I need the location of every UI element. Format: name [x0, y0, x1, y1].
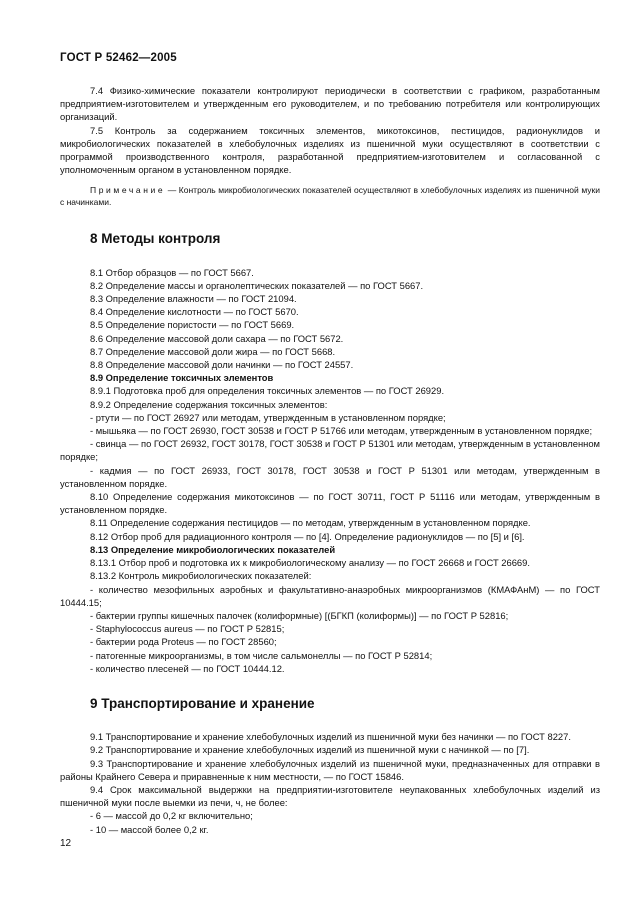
section-8-title: 8 Методы контроля	[90, 231, 221, 247]
toxic-list-item: - мышьяка — по ГОСТ 26930, ГОСТ 30538 и ГОСТ Р 51766 или методам, утвержденным в установленном порядке;	[90, 425, 593, 437]
micro-list-item: - количество плесеней — по ГОСТ 10444.12.	[90, 662, 285, 674]
list-item: 8.4 Определение кислотности — по ГОСТ 5670.	[90, 306, 299, 318]
document-header: ГОСТ Р 52462—2005	[60, 52, 177, 64]
paragraph-7-4: 7.4 Физико-химические показатели контролируют периодически в соответствии с графиком, разработанным предприятием-изготовителем и утвержденным его руководителем, и по требованию потребителя или контролирующих организаций.	[60, 85, 600, 123]
shelf-list-item: - 10 — массой более 0,2 кг.	[90, 823, 209, 835]
list-item: 8.9.2 Определение содержания токсичных элементов:	[90, 398, 328, 410]
paragraph-8-12: 8.12 Отбор проб для радиационного контроля — по [4]. Определение радионуклидов — по [5] и [6].	[90, 530, 525, 542]
subsection-8-9-title: 8.9 Определение токсичных элементов	[90, 372, 274, 384]
shelf-list-item: - 6 — массой до 0,2 кг включительно;	[90, 810, 253, 822]
micro-list-item: - патогенные микроорганизмы, в том числе сальмонеллы — по ГОСТ Р 52814;	[90, 649, 433, 661]
paragraph-8-10: 8.10 Определение содержания микотоксинов — по ГОСТ 30711, ГОСТ Р 51116 или методам, утвержденным в установленном порядке.	[60, 491, 600, 516]
list-item: 8.1 Отбор образцов — по ГОСТ 5667.	[90, 266, 254, 278]
micro-list-item: - бактерии рода Proteus — по ГОСТ 28560;	[90, 636, 277, 648]
list-item: 8.9.1 Подготовка проб для определения токсичных элементов — по ГОСТ 26929.	[90, 385, 445, 397]
paragraph-9-2: 9.2 Транспортирование и хранение хлебобулочных изделий из пшеничной муки с начинкой — по [7].	[90, 744, 530, 756]
page-number: 12	[60, 838, 72, 849]
paragraph-9-4: 9.4 Срок максимальной выдержки на предприятии-изготовителе неупакованных хлебобулочных изделий из пшеничной муки после выемки из печи, ч, не более:	[60, 783, 600, 809]
section-9-title: 9 Транспортирование и хранение	[90, 695, 315, 711]
list-item: 8.2 Определение массы и органолептических показателей — по ГОСТ 5667.	[90, 279, 424, 291]
paragraph-9-1: 9.1 Транспортирование и хранение хлебобулочных изделий из пшеничной муки без начинки — по ГОСТ 8227.	[90, 731, 571, 743]
micro-list-item: - количество мезофильных аэробных и факультативно-анаэробных микроорганизмов (КМАФАнМ) — по ГОСТ 10444.15;	[60, 583, 600, 608]
paragraph-8-13-2: 8.13.2 Контроль микробиологических показателей:	[90, 570, 312, 582]
note	[60, 184, 600, 208]
list-item: 8.6 Определение массовой доли сахара — по ГОСТ 5672.	[90, 332, 344, 344]
note-label: Примечание	[90, 185, 166, 196]
toxic-list-item: - свинца — по ГОСТ 26932, ГОСТ 30178, ГОСТ 30538 и ГОСТ Р 51301 или методам, утвержденным в установленном порядке;	[60, 438, 600, 463]
list-item: 8.8 Определение массовой доли начинки — по ГОСТ 24557.	[90, 359, 354, 371]
toxic-list-item: - кадмия — по ГОСТ 26933, ГОСТ 30178, ГОСТ 30538 и ГОСТ Р 51301 или методам, утвержденным в установленном порядке.	[60, 464, 600, 489]
subsection-8-13-title: 8.13 Определение микробиологических показателей	[90, 543, 336, 555]
page-content	[60, 84, 600, 836]
paragraph-9-3: 9.3 Транспортирование и хранение хлебобулочных изделий из пшеничной муки, предназначенных для отправки в районы Крайнего Севера и приравненные к ним местности, — по ГОСТ 15846.	[60, 757, 600, 782]
paragraph-7-5: 7.5 Контроль за содержанием токсичных элементов, микотоксинов, пестицидов, радионуклидов и микробиологических показателей в хлебобулочных изделиях из пшеничной муки осуществляют в соответствии с программой производственного контроля, разработанной предприятием-изготовителем и согласованной с уполномоченным органом в установленном порядке.	[60, 124, 600, 176]
paragraph-8-11: 8.11 Определение содержания пестицидов — по методам, утвержденным в установленном порядке.	[90, 517, 531, 529]
micro-list-item: - бактерии группы кишечных палочек (колиформные) [(БГКП (колиформы)] — по ГОСТ Р 52816;	[90, 609, 509, 621]
list-item: 8.5 Определение пористости — по ГОСТ 5669.	[90, 319, 295, 331]
micro-list-item: - Staphylococcus aureus — по ГОСТ Р 52815;	[90, 623, 285, 635]
note-text: — Контроль микробиологических показателей осуществляют в хлебобулочных изделиях из пшеничной муки с начинками.	[60, 185, 600, 208]
toxic-list-item: - ртути — по ГОСТ 26927 или методам, утвержденным в установленном порядке;	[90, 411, 446, 423]
list-item: 8.7 Определение массовой доли жира — по ГОСТ 5668.	[90, 345, 336, 357]
list-item: 8.3 Определение влажности — по ГОСТ 21094.	[90, 293, 297, 305]
paragraph-8-13-1: 8.13.1 Отбор проб и подготовка их к микробиологическому анализу — по ГОСТ 26668 и ГОСТ 26669.	[90, 557, 530, 569]
